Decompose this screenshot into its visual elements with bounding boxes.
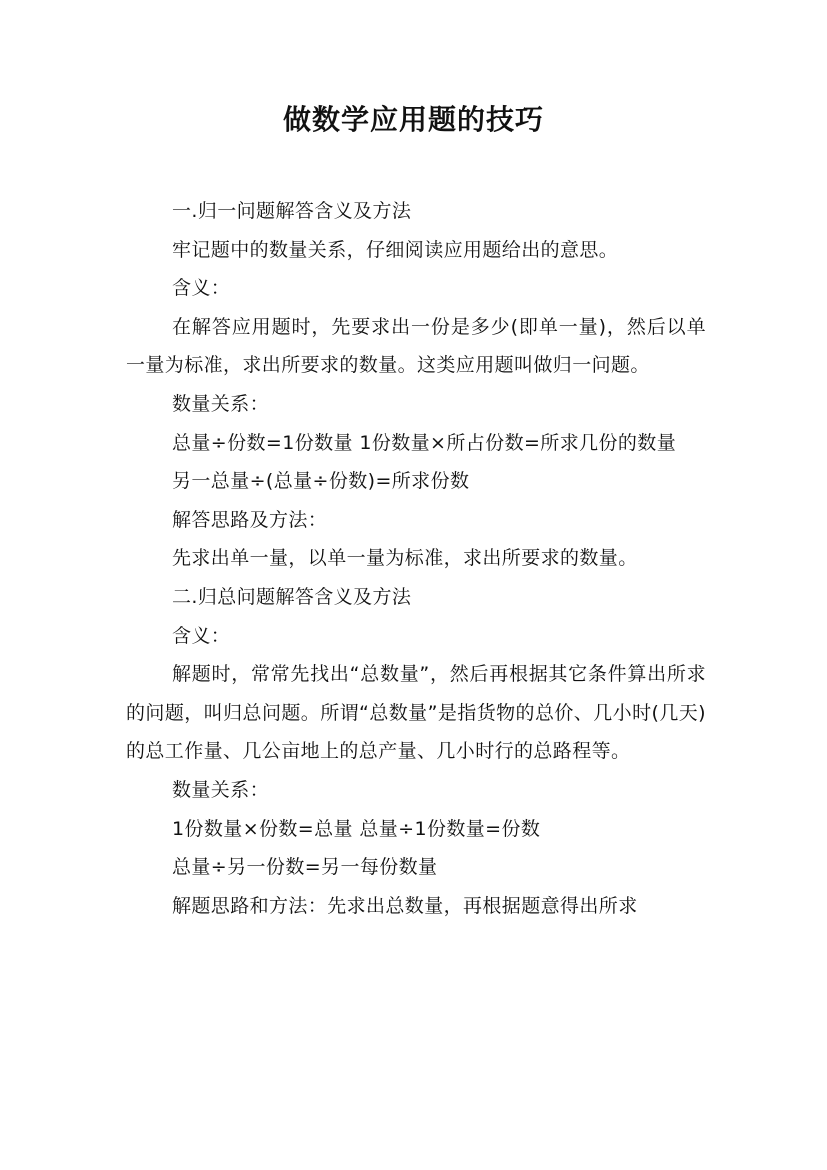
formula-line: 另一总量÷(总量÷份数)=所求份数 (172, 470, 470, 493)
paragraph: 解题时，常常先找出“总数量”，然后再根据其它条件算出所求的问题，叫归总问题。所谓“总数量”是指货物的总价、几小时(几天)的总工作量、几公亩地上的总产量、几小时行的总路程等。 (126, 663, 706, 763)
paragraph: 先求出单一量，以单一量为标准，求出所要求的数量。 (172, 547, 638, 570)
paragraph-label: 数量关系： (172, 392, 270, 415)
document-body (126, 192, 706, 925)
document-title: 做数学应用题的技巧 (282, 103, 544, 136)
formula-line: 1份数量×份数=总量 总量÷1份数量=份数 (172, 817, 541, 840)
paragraph: 在解答应用题时，先要求出一份是多少(即单一量)，然后以单一量为标准，求出所要求的数量。这类应用题叫做归一问题。 (126, 315, 706, 377)
formula-line: 总量÷另一份数=另一每份数量 (172, 856, 438, 879)
paragraph-label: 解答思路及方法： (172, 508, 328, 531)
formula-line: 总量÷份数=1份数量 1份数量×所占份数=所求几份的数量 (172, 431, 677, 454)
paragraph: 牢记题中的数量关系，仔细阅读应用题给出的意思。 (172, 238, 619, 261)
paragraph-label: 数量关系： (172, 778, 270, 801)
section-heading: 一.归一问题解答含义及方法 (172, 200, 412, 222)
section-heading: 二.归总问题解答含义及方法 (172, 585, 412, 608)
paragraph-label: 含义： (172, 277, 231, 300)
paragraph: 解题思路和方法：先求出总数量，再根据题意得出所求 (172, 894, 638, 917)
paragraph-label: 含义： (172, 624, 231, 647)
